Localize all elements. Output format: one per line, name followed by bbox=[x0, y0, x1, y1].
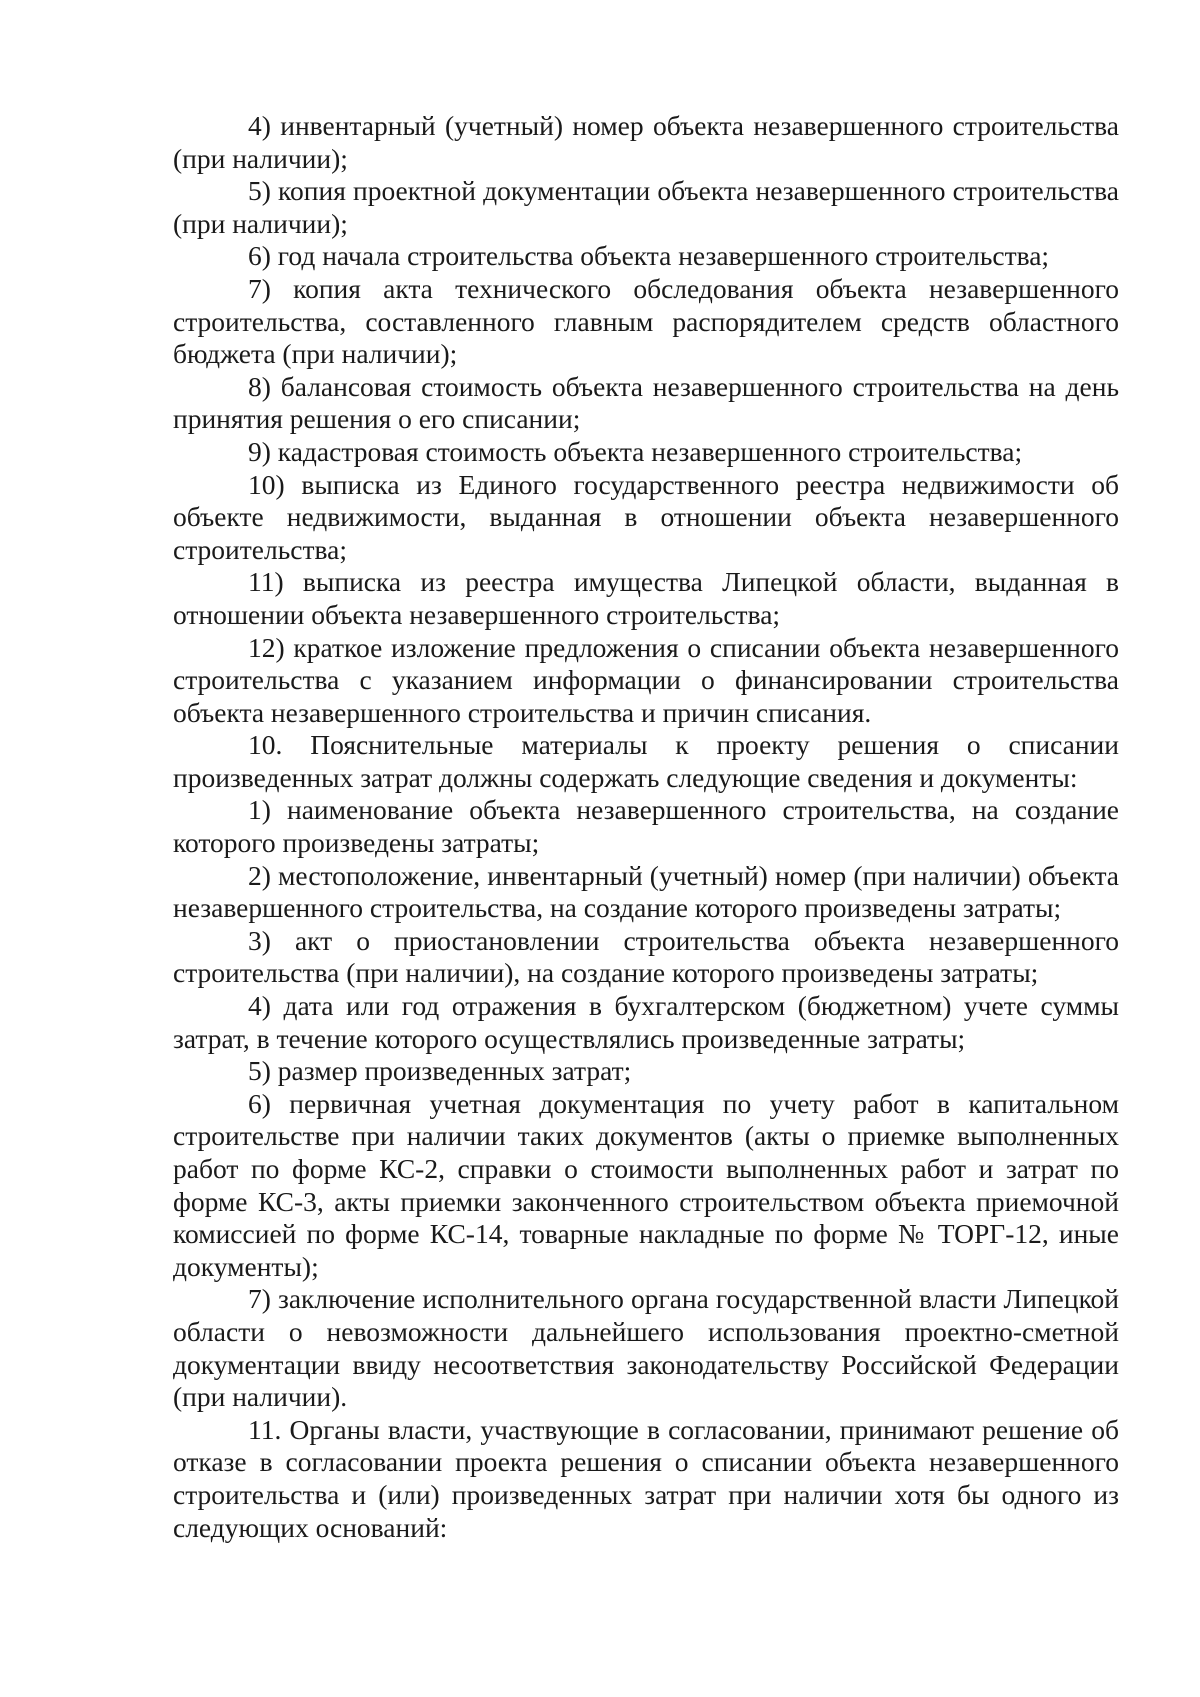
paragraph-item-11-registry-extract: 11) выписка из реестра имущества Липецкой области, выданная в отношении объекта незавершенного строительства; bbox=[173, 566, 1119, 630]
paragraph-s10-item-5: 5) размер произведенных затрат; bbox=[248, 1055, 632, 1087]
paragraph-s10-item-7: 7) заключение исполнительного органа государственной власти Липецкой области о невозможности дальнейшего использования проектно-сметной документации ввиду несоответствия законодательству Российской Федерации (при наличии). bbox=[173, 1283, 1119, 1413]
paragraph-s10-item-1: 1) наименование объекта незавершенного строительства, на создание которого произведены затраты; bbox=[173, 794, 1119, 859]
paragraph-item-6-start-year: 6) год начала строительства объекта незавершенного строительства; bbox=[248, 240, 1050, 272]
paragraph-section-11: 11. Органы власти, участвующие в согласовании, принимают решение об отказе в согласовании проекта решения о списании объекта незавершенного строительства и (или) произведенных затрат при наличии хотя бы одного из следующих оснований: bbox=[173, 1413, 1119, 1543]
paragraph-item-4-inventory-number: 4) инвентарный (учетный) номер объекта незавершенного строительства (при наличии); bbox=[173, 110, 1119, 174]
paragraph-item-8-book-value: 8) балансовая стоимость объекта незавершенного строительства на день принятия решения о его списании; bbox=[173, 370, 1119, 435]
paragraph-item-7-inspection-act: 7) копия акта технического обследования объекта незавершенного строительства, составленного главным распорядителем средств областного бюджета (при наличии); bbox=[173, 272, 1119, 370]
paragraph-s10-item-4: 4) дата или год отражения в бухгалтерском (бюджетном) учете суммы затрат, в течение которого осуществлялись произведенные затраты; bbox=[173, 990, 1119, 1054]
paragraph-s10-item-6: 6) первичная учетная документация по учету работ в капитальном строительстве при наличии таких документов (акты о приемке выполненных работ по форме КС-2, справки о стоимости выполненных работ и затрат по форме КС-3, акты приемки законченного строительством объекта приемочной комиссией по форме КС-14, товарные накладные по форме № ТОРГ-12, иные документы); bbox=[173, 1087, 1119, 1282]
paragraph-item-12-summary: 12) краткое изложение предложения о списании объекта незавершенного строительства с указанием информации о финансировании строительства объекта незавершенного строительства и причин списания. bbox=[173, 631, 1119, 728]
paragraph-s10-item-3: 3) акт о приостановлении строительства объекта незавершенного строительства (при наличии), на создание которого произведены затраты; bbox=[173, 924, 1119, 989]
document-page bbox=[173, 110, 1119, 1544]
paragraph-item-5-project-docs: 5) копия проектной документации объекта незавершенного строительства (при наличии); bbox=[173, 175, 1119, 239]
paragraph-s10-item-2: 2) местоположение, инвентарный (учетный) номер (при наличии) объекта незавершенного строительства, на создание которого произведены затраты; bbox=[173, 859, 1119, 924]
paragraph-item-10-egrn-extract: 10) выписка из Единого государственного реестра недвижимости об объекте недвижимости, выданная в отношении объекта незавершенного строительства; bbox=[173, 468, 1119, 565]
paragraph-section-10: 10. Пояснительные материалы к проекту решения о списании произведенных затрат должны содержать следующие сведения и документы: bbox=[173, 729, 1119, 793]
paragraph-item-9-cadastral-value: 9) кадастровая стоимость объекта незавершенного строительства; bbox=[248, 435, 1023, 467]
